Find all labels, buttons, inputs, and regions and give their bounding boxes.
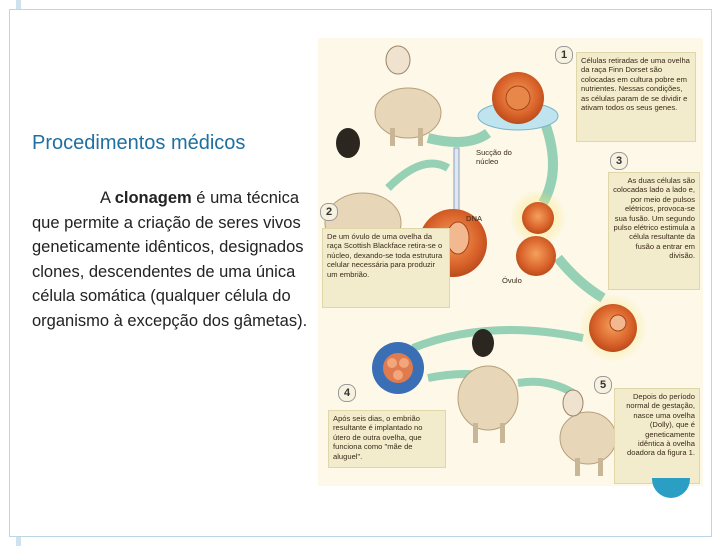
paragraph-rest: é uma técnica que permite a criação de seres vivos geneticamente idênticos, designados clones, descendentes de uma única célula somática (qualquer célula do organismo à excepção dos gâmetas). — [32, 189, 308, 330]
step-number-3: 3 — [610, 152, 628, 170]
pipette — [454, 148, 459, 218]
label-dna: DNA — [466, 214, 483, 223]
embryo — [372, 342, 424, 394]
sheep-surrogate — [458, 329, 518, 443]
arrow-1 — [428, 133, 488, 142]
step-3-caption: As duas células são colocadas lado a lado e, por meio de pulsos elétricos, provoca-se sua fusão. Um segundo pulso elétrico estimula a célula resultante da fusão a entrar em divisão. — [608, 172, 700, 290]
dividing-cell — [579, 294, 647, 362]
step-number-5: 5 — [594, 376, 612, 394]
label-suction: Sucção do núcleo — [476, 148, 512, 166]
step-number-2: 2 — [320, 203, 338, 221]
arrow-7 — [518, 382, 573, 393]
step-2-caption: De um óvulo de uma ovelha da raça Scottish Blackface retira-se o núcleo, dexando-se toda estrutura celular necessária para produzir um embrião. — [322, 228, 450, 308]
arrow-3 — [388, 164, 448, 189]
step-number-4: 4 — [338, 384, 356, 402]
step-1-caption: Células retiradas de uma ovelha da raça Finn Dorset são colocadas em cultura pobre em nutrientes. Nessas condições, as células param de se dividir e ativam todos os seus genes. — [576, 52, 696, 142]
step-number-1: 1 — [555, 46, 573, 64]
arrow-2 — [543, 118, 553, 203]
cloning-diagram — [318, 38, 703, 486]
petri-dish — [478, 72, 558, 130]
sheep-finn-dorset-top — [375, 46, 441, 146]
paragraph-bold-term: clonagem — [114, 189, 192, 207]
slide-title: Procedimentos médicos — [32, 132, 246, 154]
arrow-4 — [558, 258, 603, 298]
sheep-dolly — [560, 390, 616, 476]
step-4-caption: Após seis dias, o embrião resultante é implantado no útero de outra ovelha, que funciona como "mãe de aluguel". — [328, 410, 446, 468]
step-5-caption: Depois do período normal de gestação, nasce uma ovelha (Dolly), que é geneticamente idêntica à ovelha doadora da figura 1. — [614, 388, 700, 484]
paragraph-lead: A — [100, 189, 115, 207]
slide-paragraph — [32, 186, 317, 334]
arrow-5 — [413, 330, 583, 348]
label-ovum: Óvulo — [502, 276, 522, 285]
